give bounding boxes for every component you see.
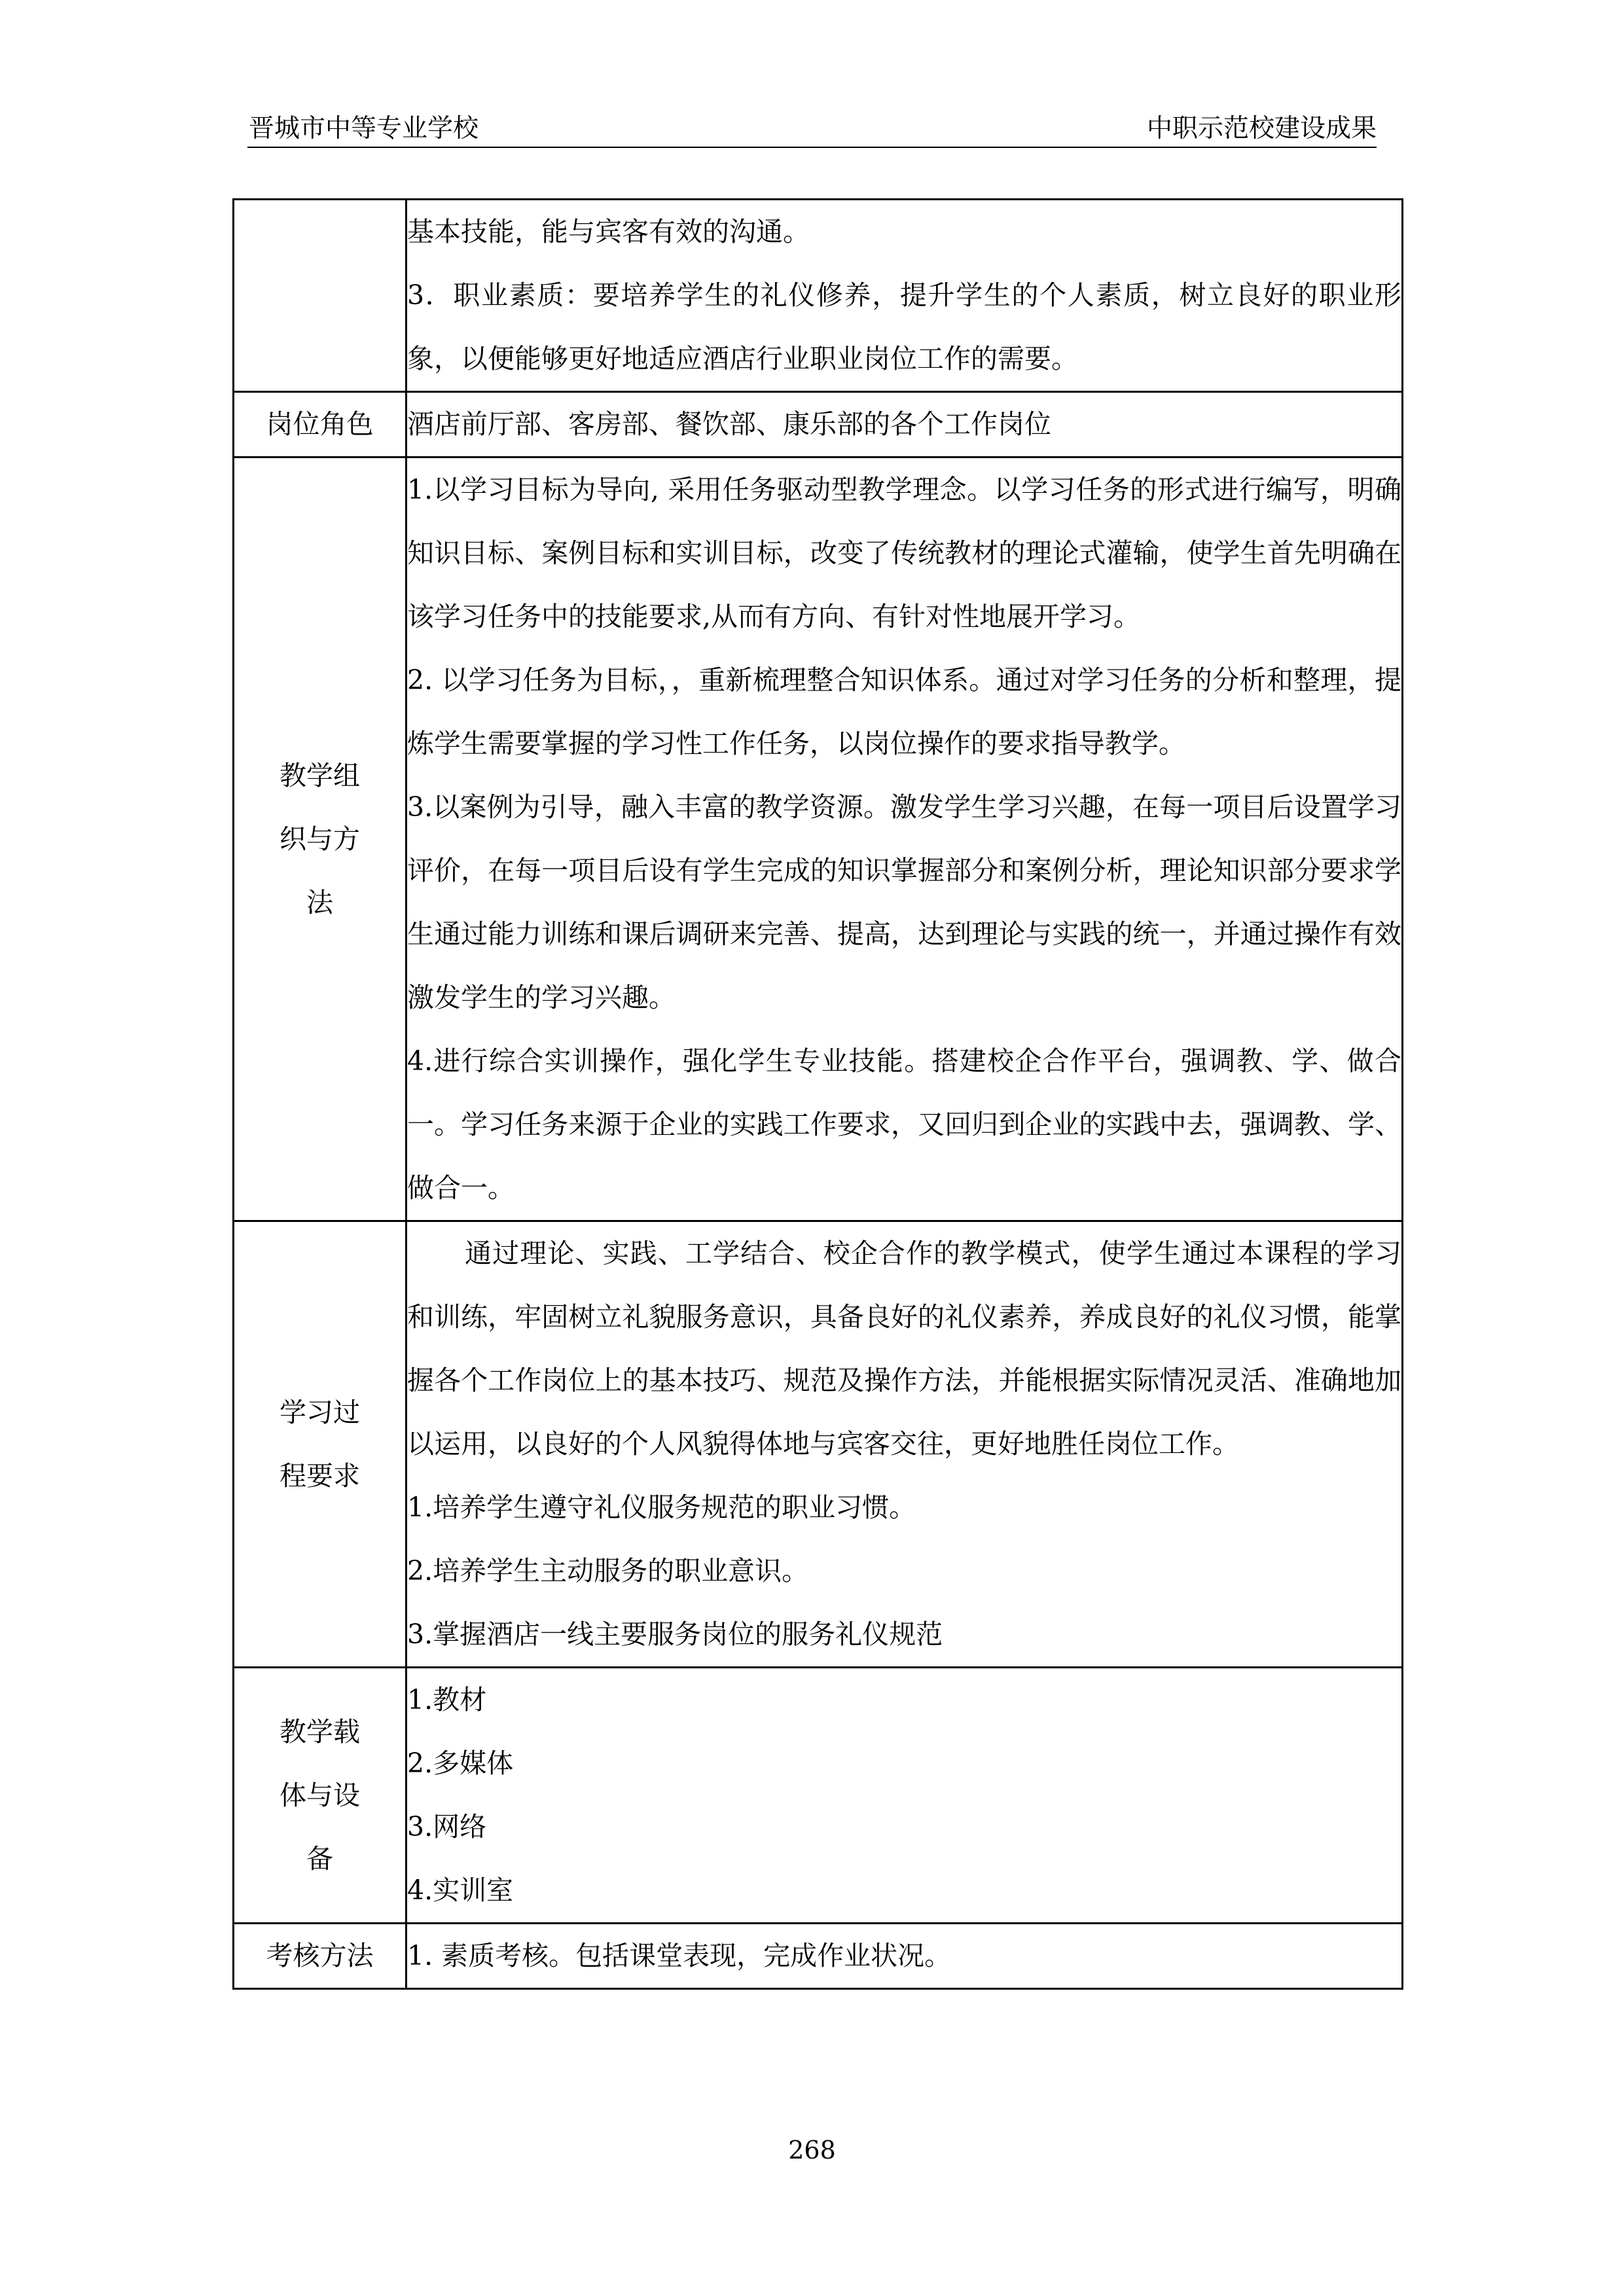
content-paragraph: 1. 素质考核。包括课堂表现，完成作业状况。: [407, 1940, 952, 1971]
row-content: [406, 392, 1403, 457]
table-row-learning-requirements: [234, 1221, 1403, 1668]
header-document-title: 中职示范校建设成果: [1146, 114, 1377, 143]
page-number: 268: [788, 2136, 836, 2164]
row-content: [406, 200, 1403, 392]
row-label: 教学载体与设备: [234, 1668, 406, 1924]
content-paragraph: 3.网络: [407, 1811, 487, 1842]
content-paragraph: 3.以案例为引导，融入丰富的教学资源。激发学生学习兴趣，在每一项目后设置学习评价，在每一项目后设有学生完成的知识掌握部分和案例分析，理论知识部分要求学生通过能力训练和课后调研来完善、提高，达到理论与实践的统一，并通过操作有效激发学生的学习兴趣。: [407, 791, 1401, 1013]
row-content: [406, 1668, 1403, 1924]
content-paragraph: 2.多媒体: [407, 1748, 514, 1779]
content-paragraph: 2.培养学生主动服务的职业意识。: [407, 1555, 809, 1587]
table-row-teaching-equipment: [234, 1668, 1403, 1924]
content-paragraph: 4.实训室: [407, 1874, 514, 1906]
content-paragraph: 通过理论、实践、工学结合、校企合作的教学模式，使学生通过本课程的学习和训练，牢固树立礼貌服务意识，具备良好的礼仪素养，养成良好的礼仪习惯，能掌握各个工作岗位上的基本技巧、规范及操作方法，并能根据实际情况灵活、准确地加以运用，以良好的个人风貌得体地与宾客交往，更好地胜任岗位工作。: [407, 1238, 1401, 1460]
row-label: 学习过程要求: [234, 1221, 406, 1668]
header-school-name: 晋城市中等专业学校: [249, 114, 479, 143]
row-content: [406, 457, 1403, 1221]
row-label: [234, 200, 406, 392]
row-label: 考核方法: [234, 1924, 406, 1989]
content-paragraph: 基本技能，能与宾客有效的沟通。: [407, 216, 810, 247]
content-paragraph: 3．职业素质：要培养学生的礼仪修养，提升学生的个人素质，树立良好的职业形象，以便能够更好地适应酒店行业职业岗位工作的需要。: [407, 279, 1401, 374]
row-content: [406, 1924, 1403, 1989]
table-row-job-role: [234, 392, 1403, 457]
content-paragraph: 2. 以学习任务为目标，，重新梳理整合知识体系。通过对学习任务的分析和整理，提炼学生需要掌握的学习性工作任务，以岗位操作的要求指导教学。: [407, 664, 1401, 759]
page-header: [247, 113, 1377, 148]
content-paragraph: 1.培养学生遵守礼仪服务规范的职业习惯。: [407, 1492, 916, 1523]
row-label: 岗位角色: [234, 392, 406, 457]
content-paragraph: 酒店前厅部、客房部、餐饮部、康乐部的各个工作岗位: [407, 408, 1051, 440]
row-label: 教学组织与方法: [234, 457, 406, 1221]
content-paragraph: 1.教材: [407, 1684, 487, 1715]
content-paragraph: 3.掌握酒店一线主要服务岗位的服务礼仪规范: [407, 1619, 943, 1650]
table-row-assessment: [234, 1924, 1403, 1989]
course-table: [232, 198, 1403, 1990]
table-row-continuation: [234, 200, 1403, 392]
content-paragraph: 4.进行综合实训操作，强化学生专业技能。搭建校企合作平台，强调教、学、做合一。学习任务来源于企业的实践工作要求，又回归到企业的实践中去，强调教、学、做合一。: [407, 1045, 1401, 1204]
table-row-teaching-method: [234, 457, 1403, 1221]
row-content: [406, 1221, 1403, 1668]
content-paragraph: 1.以学习目标为导向, 采用任务驱动型教学理念。以学习任务的形式进行编写，明确知识目标、案例目标和实训目标，改变了传统教材的理论式灌输，使学生首先明确在该学习任务中的技能要求,从而有方向、有针对性地展开学习。: [407, 474, 1401, 632]
